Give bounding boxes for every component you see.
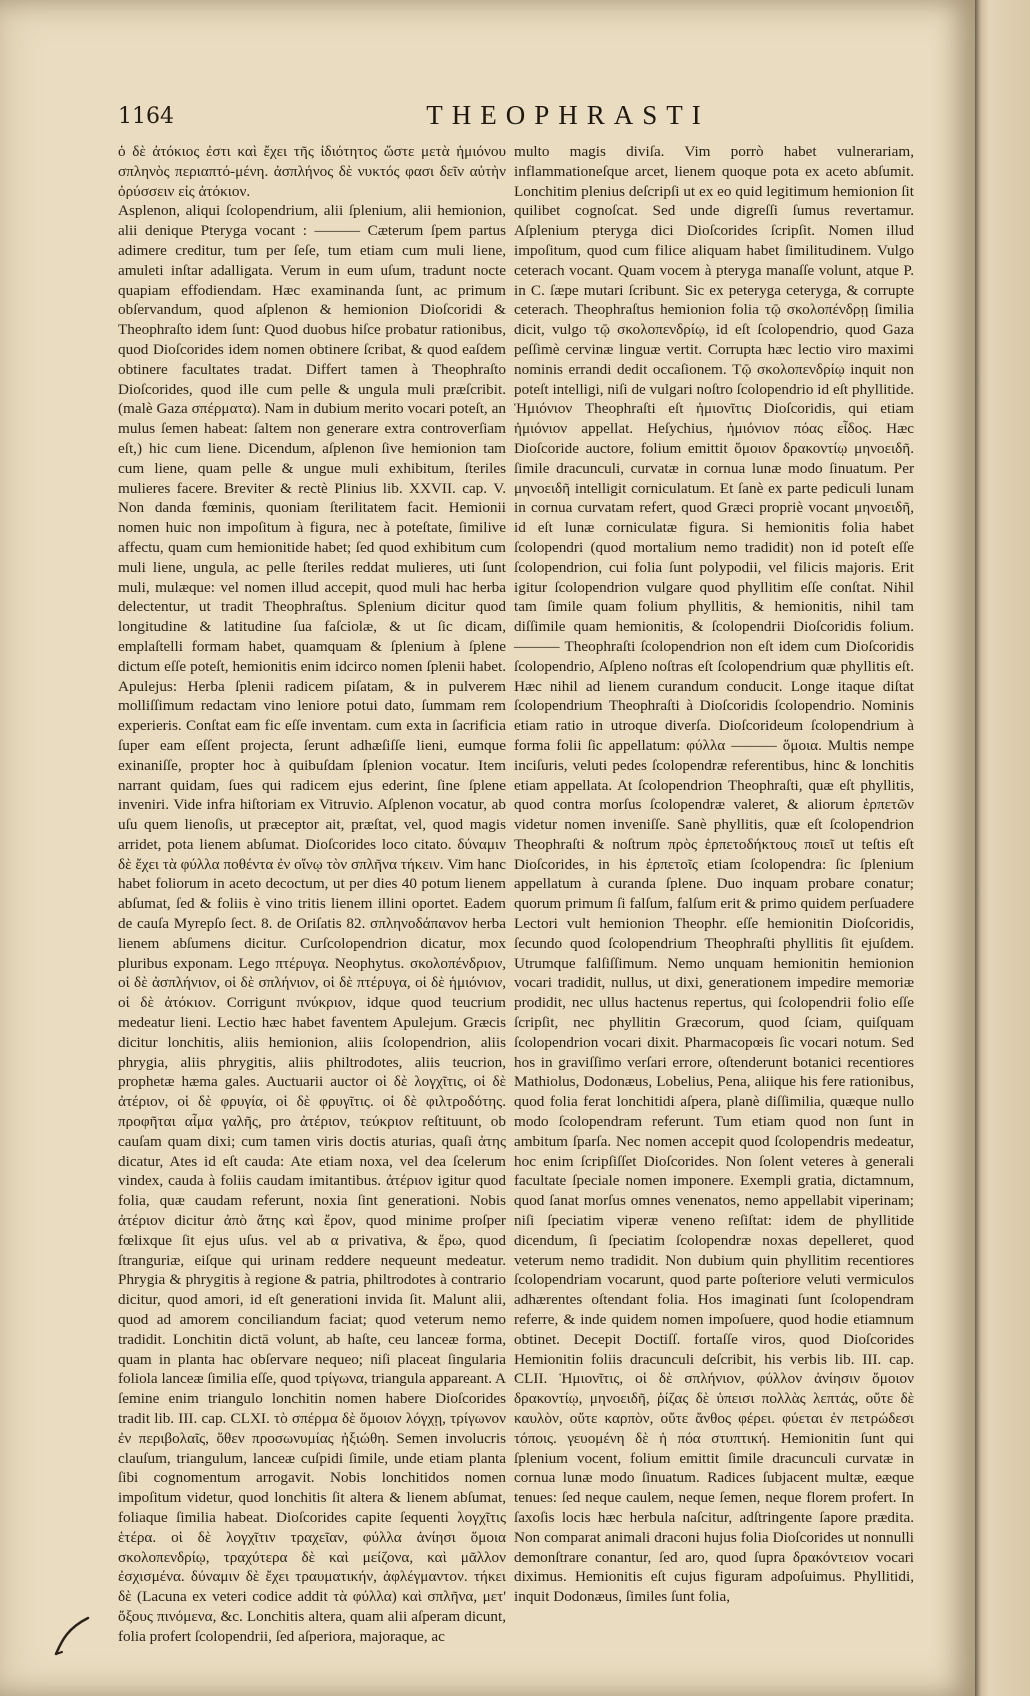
page-number: 1164 [118,104,174,129]
adjacent-page-edge [975,0,1030,1696]
left-column-greek-opening: ὁ δὲ ἀτόκιος ἐστι καὶ ἔχει τῆς ἰδιότητος ὥστε μετὰ ἡμιόνου σπληνὸς περιαπτό-μένη. ἀσπλήνος δὲ νυκτός φασι δεῖν αὐτὴν ὀρύσσειν εἰς ἀτόκιον. [118,143,506,200]
page-header [118,100,918,134]
right-column-body: multo magis diviſa. Vim porrò habet vulnerariam, inflammationeſque arcet, lienem quoque pota ex aceto abſumit. Lonchitim plenius deſcripſi ut ex eo quid legitimum hemionion ſit quilibet cognoſcat. Sed unde digreſſi ſumus revertamur. Aſplenium pteryga dici Dioſcorides ſcripſit. Nomen illud impoſitum, quod cum filice aliquam habet ſimilitudinem. Vulgo ceterach vocant. Quam vocem à pteryga manaſſe volunt, atque P. in C. ſæpe mutari ſcribunt. Sic ex peteryga ceteryga, & corrupte ceterach. Theophraſtus hemionion folia τῷ σκολοπένδρῃ ſimilia dicit, vulgo τῷ σκολοπενδρίῳ, id eſt ſcolopendrio, quod Gaza peſſimè cervinæ linguæ vertit. Corrupta hæc lectio viro maximi nominis errandi dedit occaſionem. Τῷ σκολοπενδρίῳ inquit non poteſt intelligi, niſi de vulgari noſtro ſcolopendrio id eſt phyllitide. Ἡμιόνιον Theophraſti eſt ἡμιονῖτις Dioſcoridis, qui etiam ἡμιόνιον appellat. Heſychius, ἡμιόνιον πόας εἶδος. Hæc Dioſcoride auctore, folium emittit ὅμοιον δρακοντίῳ μηνοειδῆ. ſimile dracunculi, curvatæ in cornua lunæ modo ſinuatum. Per μηνοειδῆ intelligit corniculatum. Et ſanè ex parte pediculi lunam in cornua curvatam refert, quod Græci propriè vocant μηνοειδῆ, id eſt lunæ corniculatæ figura. Si hemionitis folia habet ſcolopendri (quod mortalium nemo tradidit) non id poteſt eſſe ſcolopendrion, cui folia ſunt polypodii, vel filicis majoris. Erit igitur ſcolopendrion vulgare quod phyllitim eſſe conſtat. Nihil tam ſimile quam folium phyllitis, & hemionitis, nihil tam diſſimile quam hemionitis, & ſcolopendrii Dioſcoridis folium. ——— Theophraſti ſcolopendrion non eſt idem cum Dioſcoridis ſcolopendrio, Aſpleno noſtras eſt ſcolopendrium quæ phyllitis eſt. Hæc nihil ad lienem curandum conducit. Longe itaque diſtat ſcolopendrium Theophraſti à Dioſcoridis ſcolopendrio. Nominis etiam ratio in utroque diverſa. Dioſcorideum ſcolopendrium à forma folii ſic appellatum: φύλλα ——— ὅμοια. Multis nempe inciſuris, veluti pedes ſcolopendræ referentibus, hinc & lonchitis etiam appellata. At ſcolopendrion Theophraſti, quæ eſt phyllitis, quod contra morſus ſcolopendræ valeret, & aliorum ἑρπετῶν videtur nomen inveniſſe. Sanè phyllitis, quæ eſt ſcolopendrion Theophraſti & noſtrum πρὸς ἑρπετοδήκτους ποιεῖ ut teſtis eſt Dioſcorides, in his ἑρπετοῖς etiam ſcolopendra: ſic ſplenium appellatum à curanda ſplene. Duo inquam probare conatur; quorum primum ſi falſum, falſum erit & primo quidem perſuadere Lectori vult hemionion Theophr. eſſe hemionitin Dioſcoridis, ſecundo quod ſcolopendrium Theophraſti phyllitis ſit ejuſdem. Utrumque falſiſſimum. Nemo unquam hemionitin hemionion vocari tradidit, nullus, ut dixi, generationem impedire memoriæ prodidit, nec ullus hactenus repertus, qui ſcolopendrii folio eſſe ſcripſit, nec phyllitin Græcorum, quod ſciam, quiſquam ſcolopendrion vocari dixit. Pharmacopœis ſic vocari notum. Sed hos in graviſſimo verſari errore, oſtenderunt botanici recentiores Mathiolus, Dodonæus, Lobelius, Pena, aliique his fere rationibus, quod folia ferat lonchitidi aſpera, planè diſſimilia, quæque nullo modo ſcolopendram referunt. Tum etiam quod non ſunt in ambitum ſparſa. Nec nomen accepit quod ſcolopendris medeatur, hoc enim ſcripſiſſet Dioſcorides. Non ſolent veteres à generali facultate ſpeciale nomen imponere. Exempli gratia, dictamnum, quod ſanat morſus omnes venenatos, nemo appellabit viperinam; niſi ſpeciatim viperæ veneno reſiſtat: idem de phyllitide dicendum, ſi ſpeciatim ſcolopendræ noxas depelleret, quod veterum nemo tradidit. Non dubium quin phyllitim recentiores ſcolopendriam vocarunt, quod parte poſteriore veluti vermiculos adhærentes oſtendant folia. Hos imaginati ſunt ſcolopendram referre, & inde quidem nomen impoſuere, quod hodie etiamnum obtinet. Decepit Doctiſſ. fortaſſe viros, quod Dioſcorides Hemionitin foliis dracunculi deſcribit, his verbis lib. III. cap. CLII. Ἡμιονῖτις, οἱ δὲ σπλήνιον, φύλλον ἀνίησιν ὅμοιον δρακοντίῳ, μηνοειδῆ, ῥίζας δὲ ὑπεισι πολλὰς λεπτάς, οὔτε δὲ καυλὸν, οὔτε καρπὸν, οὔτε ἄνθος φέρει. φύεται ἐν πετρώδεσι τόποις. γευομένη δὲ ἡ πόα στυπτική. Hemionitin ſunt qui ſplenium vocent, folium emittit ſimile dracunculi curvatæ in cornua lunæ modo ſinuatum. Radices ſubjacent multæ, eæque tenues: ſed neque caulem, neque ſemen, neque florem profert. In ſaxoſis locis hæc herbula naſcitur, adſtringente ſapore prædita. Non comparat animali draconi hujus folia Dioſcorides ut nonnulli demonſtrare conantur, ſed aro, quod ſupra δρακόντειον vocari diximus. Hemionitis eſt cujus figuram adpoſuimus. Phyllitidi, inquit Dodonæus, ſimiles ſunt folia, [514,143,914,1606]
ink-stroke-mark [48,1610,98,1660]
left-column-body: Asplenon, aliqui ſcolopendrium, alii ſplenium, alii hemionion, alii denique Pteryga vocant : ——— Cæterum ſpem partus adimere creditur, tum per ſeſe, tum etiam cum muli liene, amuleti inſtar adalligata. Verum in eum uſum, tradunt nocte quapiam effodiendam. Hæc examinanda ſunt, ac primum obſervandum, quod aſplenon & hemionion Dioſcoridi & Theophraſto idem ſunt: Quod duobus hiſce probatur rationibus, quod Dioſcorides idem nomen obtinere ſcribat, & quod eaſdem obtinere facultates tradat. Differt tamen à Theophraſto Dioſcorides, quod ille cum pelle & ungula muli præſcribit. (malè Gaza σπέρματα). Nam in dubium merito vocari poteſt, an mulus ſemen habeat: ſaltem non generare extra controverſiam eſt,) hic cum liene. Dicendum, aſplenon ſive hemionion tam cum liene, quam pelle & ungue muli exhibitum, ſteriles mulieres facere. Breviter & rectè Plinius lib. XXVII. cap. V. Non danda fœminis, quoniam ſterilitatem facit. Hemionii nomen huic non impoſitum à figura, nec à poteſtate, ſimilive affectu, quam cum hemionitide habet; ſed quod exhibitum cum muli liene, ungula, ac pelle ſteriles reddat mulieres, uti ſunt muli, mulæque: vel nomen illud accepit, quod muli hac herba delectentur, ut tradit Theophraſtus. Splenium dicitur quod longitudine & latitudine ſua faſciolæ, & ut ſic dicam, emplaſtelli formam habet, quamquam & ſplenium à ſplene dictum eſſe poteſt, hemionitis enim idcirco nomen ſplenii habet. Apulejus: Herba ſplenii radicem piſatam, & in pulverem molliſſimum redactam vino leniore potui dato, ſummam rem experieris. Conſtat eam fic eſſe inventam. cum exta in ſacrificia ſuper eam eſſent projecta, ſerunt adhæſiſſe lieni, eumque exinaniſſe, propter hoc à quibuſdam ſplenion vocatur. Item narrant quidam, ſues qui radicem ejus ederint, ſine ſplene inveniri. Vide infra hiſtoriam ex Vitruvio. Aſplenon vocatur, ab uſu quem lienoſis, ut præceptor ait, præſtat, vel, quod magis arridet, pota lienem abſumat. Dioſcorides loco citato. δύναμιν δὲ ἔχει τὰ φύλλα ποθέντα ἐν οἴνῳ τὸν σπλῆνα τήκειν. Vim hanc habet foliorum in aceto decoctum, ut per dies 40 potum lienem abſumat, ſed & foliis è vino tritis lienem illini oportet. Eadem de cauſa Myrepſo ſect. 8. de Oriſatis 82. σπληνοδάπανον herba lienem abſumens dicitur. Curſcolopendrion dicatur, mox pluribus exponam. Lego πτέρυγα. Neophytus. σκολοπένδριον, οἱ δὲ ἀσπλήνιον, οἱ δὲ σπλήνιον, οἱ δὲ πτέρυγα, οἱ δὲ ἡμιόνιον, οἱ δὲ ἀτόκιον. Corrigunt πνύκριον, idque quod teucrium medeatur lieni. Lectio hæc habet faventem Apulejum. Græcis dicitur lonchitis, aliis hemionion, aliis ſcolopendrion, aliis phrygia, aliis phrygitis, aliis philtrodotes, aliis teucrion, prophetæ hæma gales. Auctuarii auctor οἱ δὲ λογχῖτις, οἱ δὲ ἀτέριον, οἱ δὲ φρυγία, οἱ δὲ φρυγῖτις. οἱ δὲ φιλτροδότης. προφῆται αἷμα γαλῆς, pro ἀτέριον, τεύκριον reſtituunt, ob cauſam quam dixi; cum tamen viris doctis aturias, quaſi ἀτης dicatur, Ates id eſt cauda: Ate etiam noxa, vel dea ſcelerum vindex, cauda à foliis caudam imitantibus. ἀτέριον igitur quod folia, quæ caudam referunt, noxia ſint generationi. Nobis ἀτέριον dicitur ἀπὸ ἄτης καὶ ἔρον, quod minime proſper fœlixque ſit ejus uſus. vel ab α privativa, & ἔρω, quod ſtranguriæ, eiſque qui urinam reddere nequeunt medeatur. Phrygia & phrygitis à regione & patria, philtrodotes à contrario dicitur, quod amori, id eſt generationi invida ſit. Malunt alii, quod ad amorem conciliandum faciat; quod veterum nemo tradidit. Lonchitin dictā volunt, ab haſte, ceu lanceæ forma, quam in planta hac obſervare nequeo; niſi placeat ſingularia foliola lanceæ ſimilia eſſe, quod τρίγωνα, triangula appareant. A ſemine enim triangulo lonchitin nomen habere Dioſcorides tradit lib. III. cap. CLXI. τὸ σπέρμα δὲ ὅμοιον λόγχῃ, τρίγωνον ἐν περιβολαῖς, ὅθεν προσωνυμίας ἠξιώθη. Semen involucris clauſum, triangulum, lanceæ cuſpidi ſimile, unde etiam planta ſibi cognomentum arrogavit. Nobis lonchitidos nomen impoſitum videtur, quod lonchitis ſit altera & lienem abſumat, foliaque ſimilia habeat. Dioſcorides capite ſequenti λογχῖτις ἑτέρα. οἱ δὲ λογχῖτιν τραχεῖαν, φύλλα ἀνίησι ὅμοια σκολοπενδρίῳ, τραχύτερα δὲ καὶ μείζονα, καὶ μᾶλλον ἐσχισμένα. δύναμιν δὲ ἔχει τραυματικήν, ἀφλέγμαντον. τήκει δὲ (Lacuna ex veteri codice addit τὰ φύλλα) καὶ σπλῆνα, μετ' ὄξους πινόμενα, &c. Lonchitis altera, quam alii aſperam dicunt, folia profert ſcolopendrii, ſed aſperiora, majoraque, ac [118,202,506,1645]
right-text-column [514,142,914,1606]
running-title: THEOPHRASTI [426,100,710,130]
left-text-column [118,142,506,1645]
